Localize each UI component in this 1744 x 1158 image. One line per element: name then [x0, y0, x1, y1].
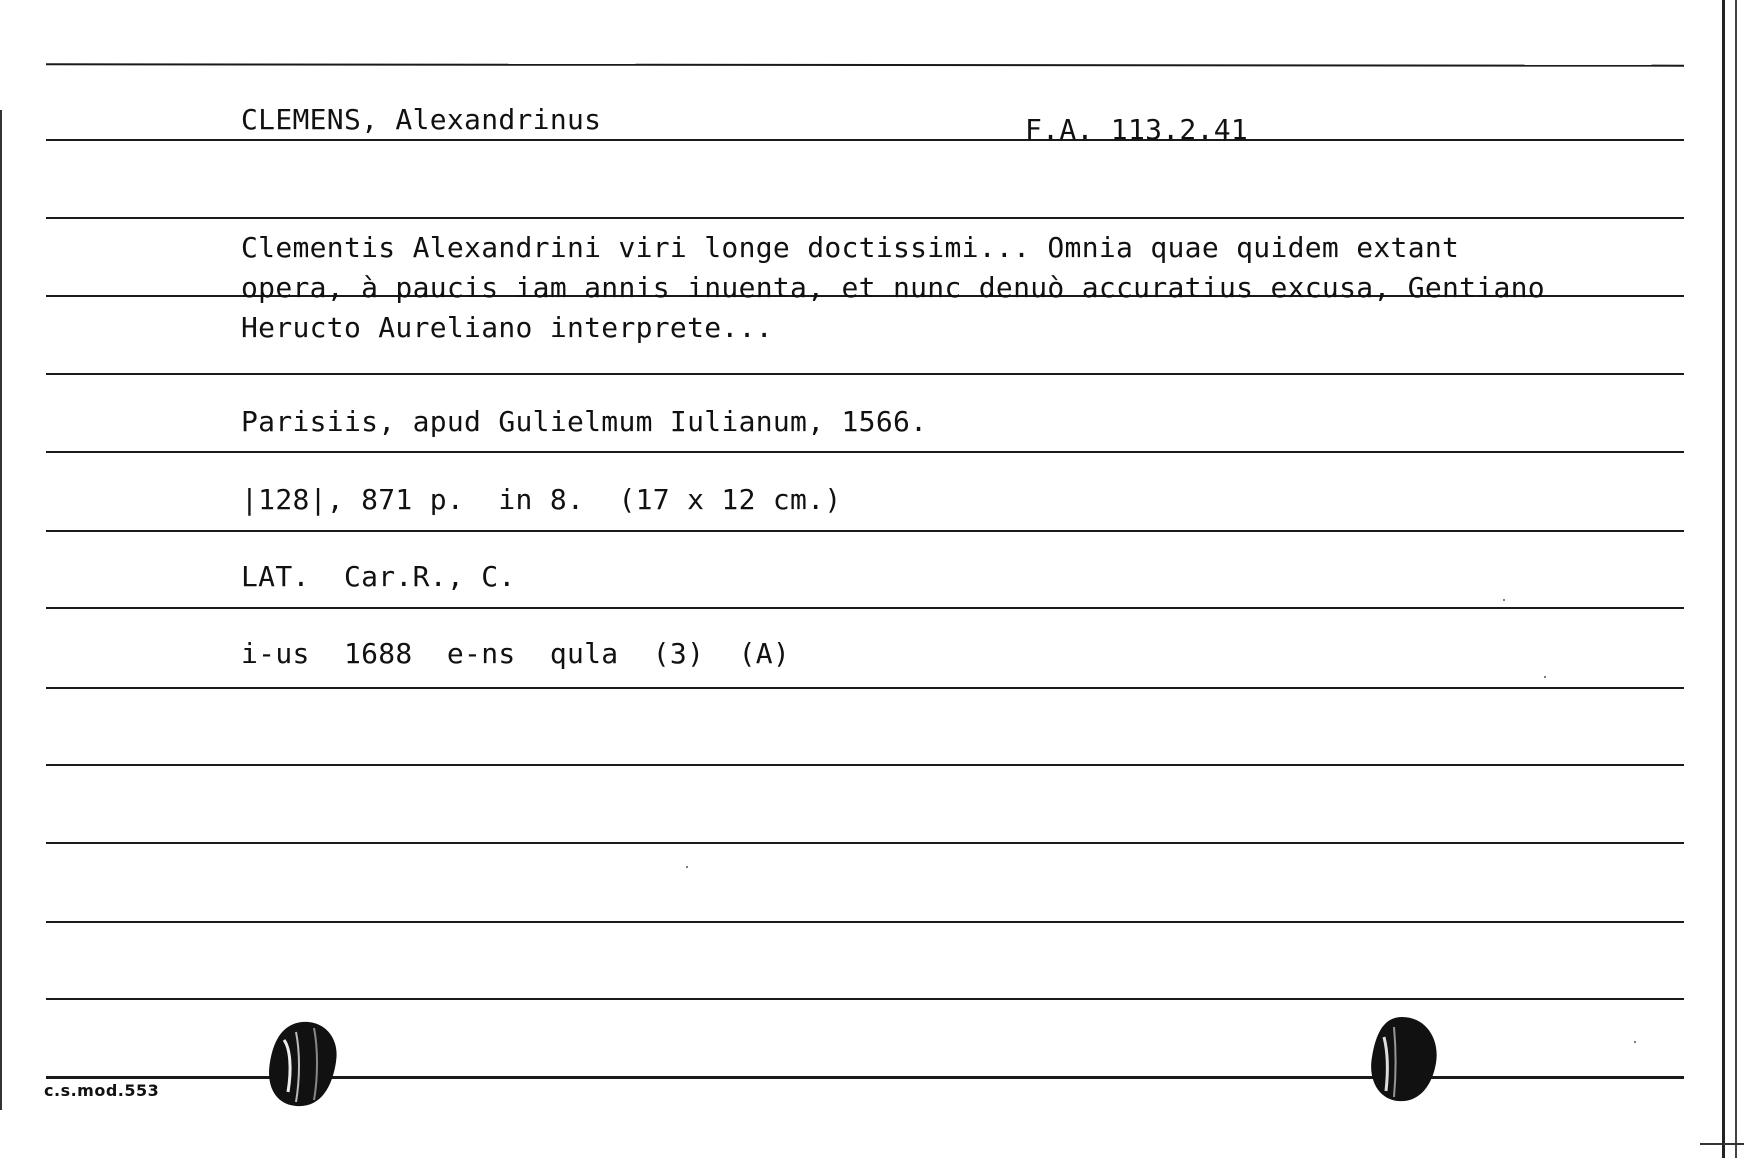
title-line: opera, à paucis iam annis inuenta, et nunc denuò accuratius excusa, Gentiano	[241, 271, 1545, 304]
title-line: Heructo Aureliano interprete...	[241, 311, 773, 344]
ruled-line	[46, 921, 1684, 923]
card-right-edge	[1722, 0, 1725, 1158]
paper-speck	[1544, 676, 1546, 678]
ruled-line	[46, 530, 1684, 532]
ruled-line	[46, 764, 1684, 766]
ruled-line	[46, 451, 1684, 453]
card-corner-edge	[1700, 1143, 1744, 1145]
language-note: LAT. Car.R., C.	[241, 560, 516, 593]
ruled-line	[46, 687, 1684, 689]
imprint: Parisiis, apud Gulielmum Iulianum, 1566.	[241, 405, 928, 438]
ruled-line	[46, 607, 1684, 609]
card-right-edge-shadow	[1735, 0, 1737, 1158]
ruled-line	[46, 217, 1684, 219]
ruled-line	[46, 63, 1684, 66]
paper-speck	[1634, 1041, 1636, 1043]
call-number: F.A. 113.2.41	[1025, 113, 1249, 146]
punch-hole-icon	[262, 1018, 342, 1110]
collation: |128|, 871 p. in 8. (17 x 12 cm.)	[241, 483, 842, 516]
ruled-line	[46, 373, 1684, 375]
paper-speck	[1503, 599, 1505, 601]
ruled-line	[46, 998, 1684, 1000]
fingerprint: i-us 1688 e-ns qula (3) (A)	[241, 637, 791, 670]
card-left-edge	[0, 110, 2, 1110]
form-code: c.s.mod.553	[44, 1081, 160, 1100]
title-block	[241, 228, 1545, 348]
title-line: Clementis Alexandrini viri longe doctissimi... Omnia quae quidem extant	[241, 231, 1460, 264]
paper-speck	[686, 866, 688, 868]
ruled-line	[46, 842, 1684, 844]
main-heading: CLEMENS, Alexandrinus	[241, 103, 602, 136]
punch-hole-icon	[1364, 1013, 1444, 1105]
